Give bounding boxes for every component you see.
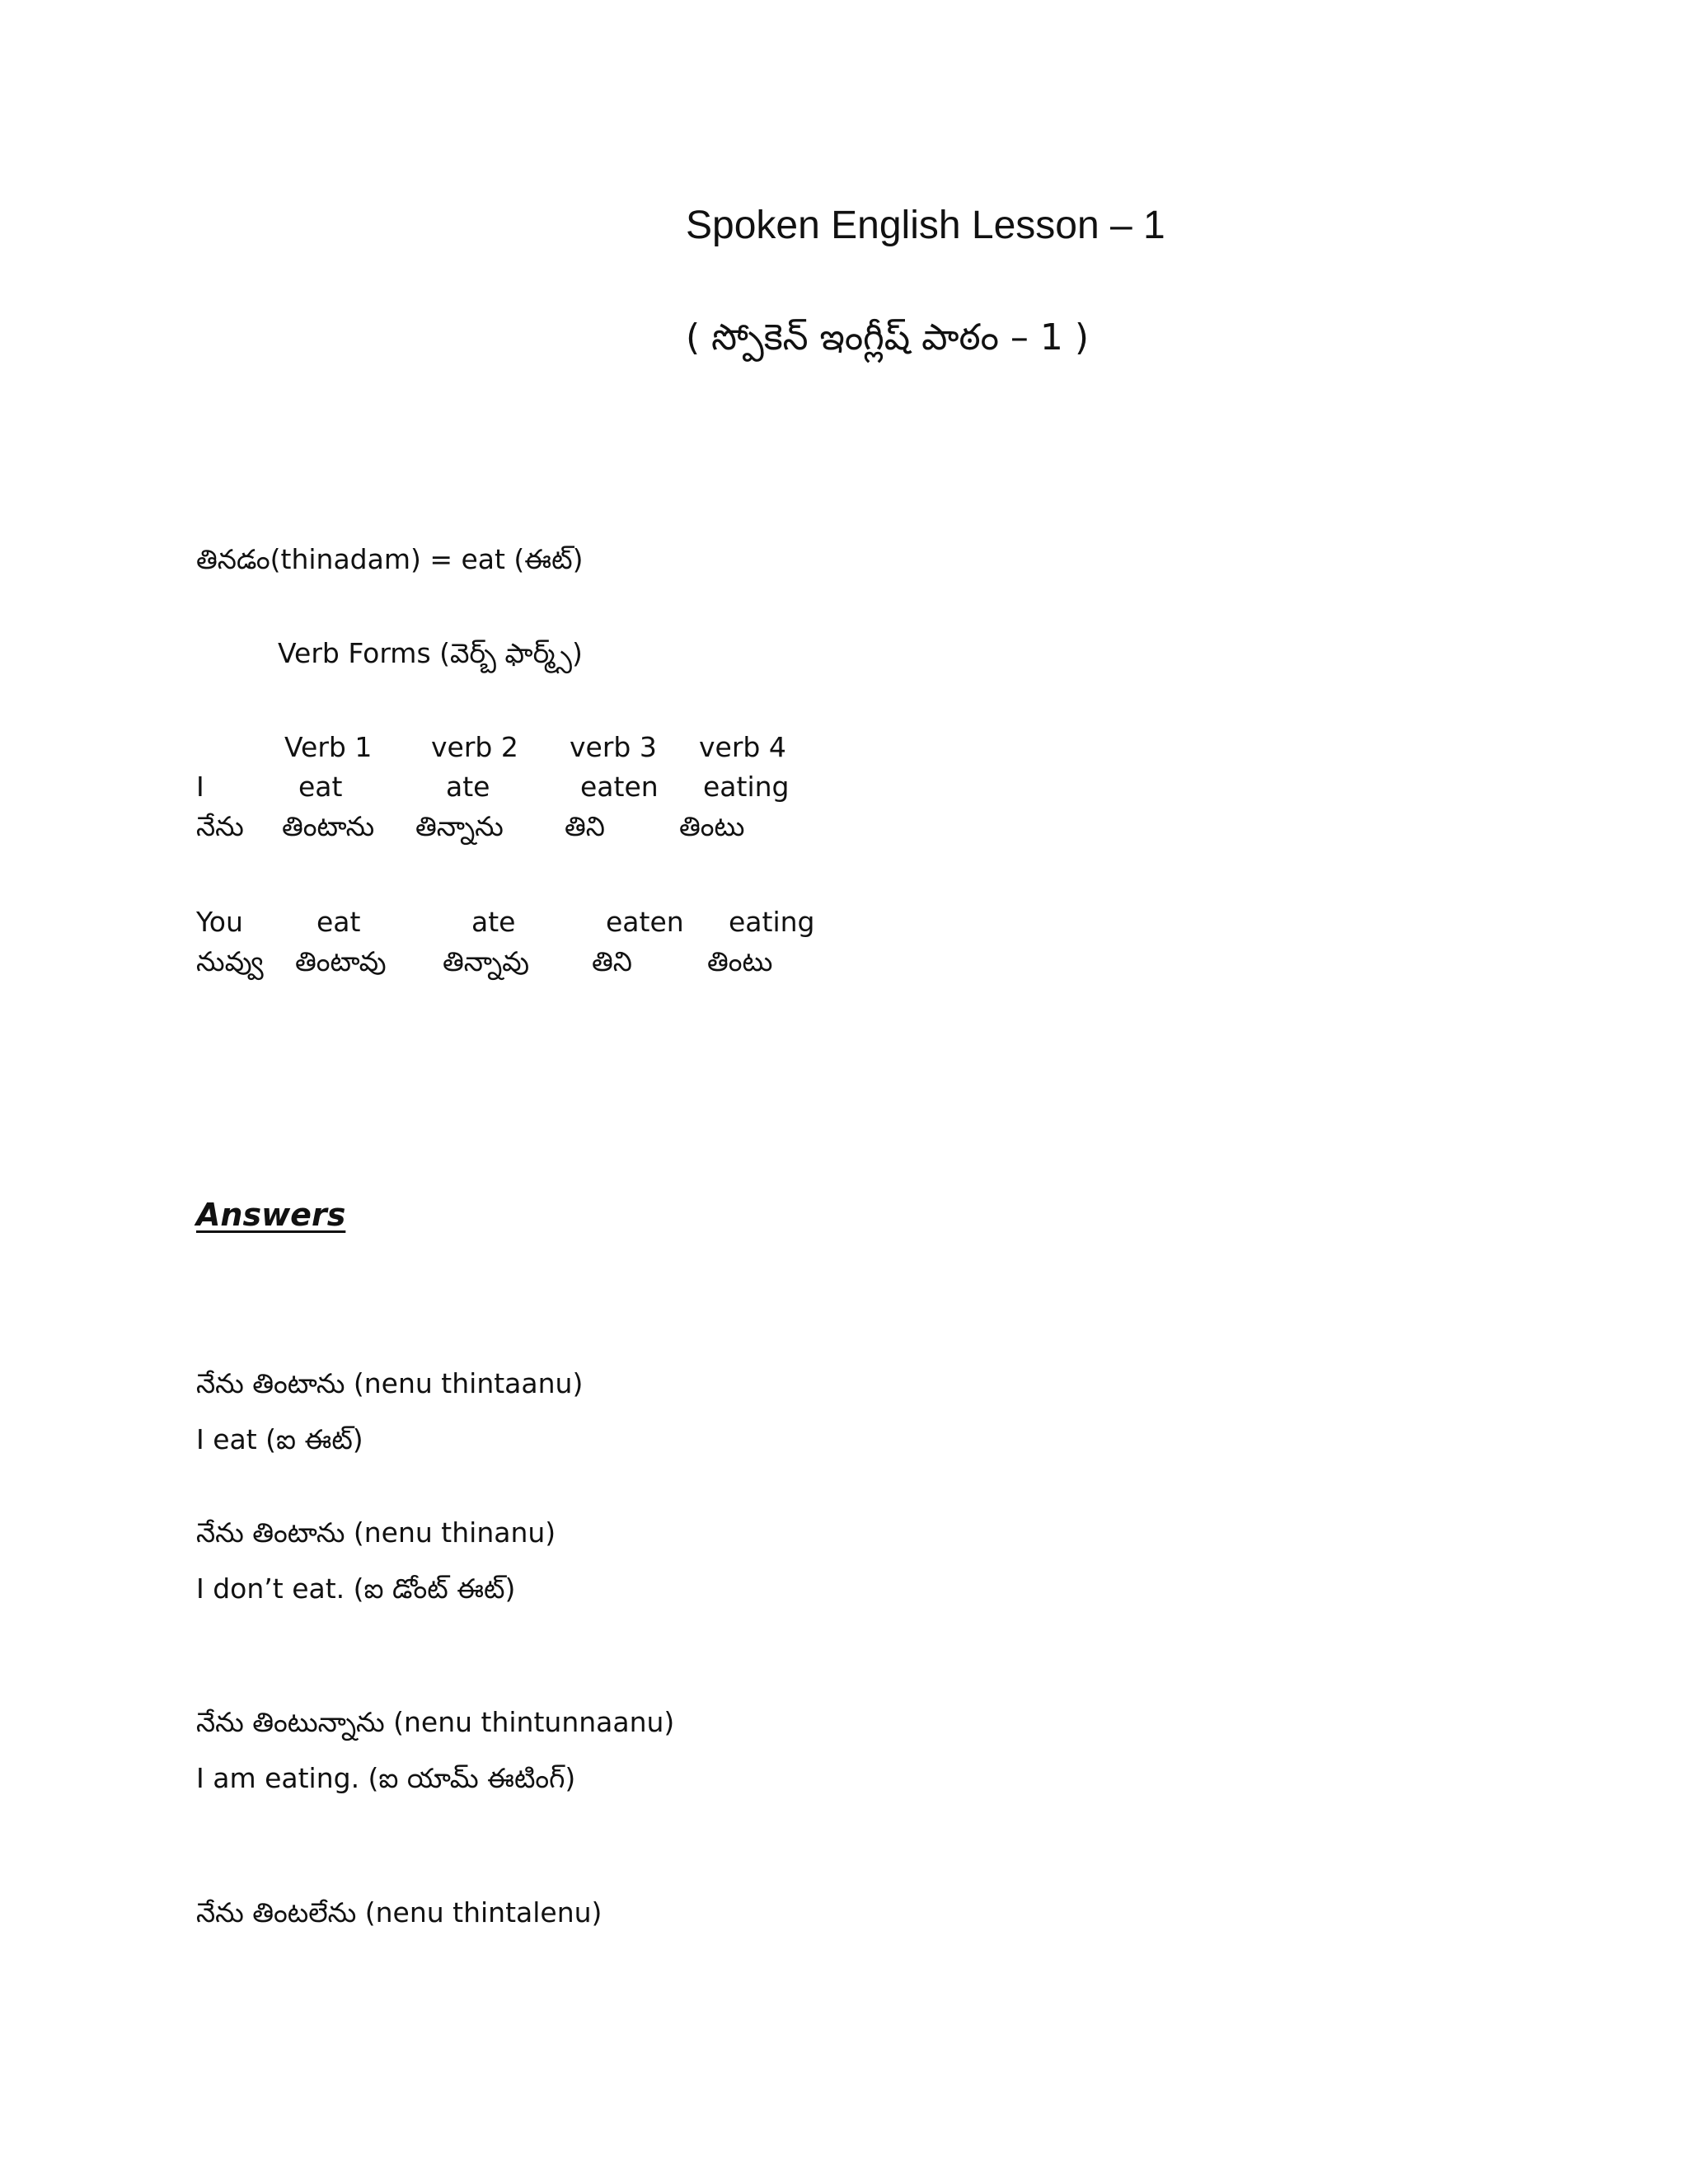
table-cell: eating [729, 906, 815, 938]
table-row-pronoun: నేను [196, 810, 244, 842]
list-item: నేను తింటలేను (nenu thintalenu) [196, 1896, 603, 1929]
table-cell: తింటావు [295, 945, 387, 977]
table-row-pronoun: I [196, 771, 204, 803]
verb-definition: తినడం(thinadam) = eat (ఈట్) [196, 543, 584, 575]
table-header-verb4: verb 4 [699, 731, 786, 763]
list-item: నేను తింటాను (nenu thintaanu) [196, 1367, 584, 1399]
verb-forms-label: Verb Forms (వెర్బ్ ఫార్మ్స్) [278, 637, 583, 669]
table-cell: తిన్నావు [443, 945, 530, 977]
table-cell: eat [298, 771, 343, 803]
list-item: I am eating. (ఐ యామ్ ఈటింగ్) [196, 1762, 576, 1794]
list-item: I eat (ఐ ఈట్) [196, 1423, 363, 1455]
page-subtitle-telugu: ( స్పోకెన్ ఇంగ్లీష్ పాఠం – 1 ) [686, 316, 1090, 359]
table-header-verb2: verb 2 [431, 731, 518, 763]
page-title: Spoken English Lesson – 1 [686, 204, 1165, 247]
list-item: I don’t eat. (ఐ డోంట్ ఈట్) [196, 1572, 516, 1605]
table-cell: ate [446, 771, 490, 803]
table-cell: eaten [606, 906, 684, 938]
table-cell: తింటాను [282, 810, 375, 842]
table-cell: eaten [580, 771, 659, 803]
answers-heading: Answers [196, 1197, 346, 1233]
table-cell: తిన్నాను [415, 810, 504, 842]
table-cell: eating [703, 771, 790, 803]
table-header-verb3: verb 3 [570, 731, 657, 763]
table-cell: తింటు [707, 945, 773, 977]
table-row-pronoun: నువ్వు [196, 945, 264, 977]
table-cell: ate [471, 906, 516, 938]
table-cell: తిని [565, 810, 605, 842]
list-item: నేను తింటాను (nenu thinanu) [196, 1516, 556, 1549]
table-cell: తిని [592, 945, 632, 977]
table-cell: eat [316, 906, 361, 938]
table-header-verb1: Verb 1 [284, 731, 373, 763]
table-cell: తింటు [679, 810, 745, 842]
list-item: నేను తింటున్నాను (nenu thintunnaanu) [196, 1706, 675, 1738]
table-row-pronoun: You [196, 906, 243, 938]
